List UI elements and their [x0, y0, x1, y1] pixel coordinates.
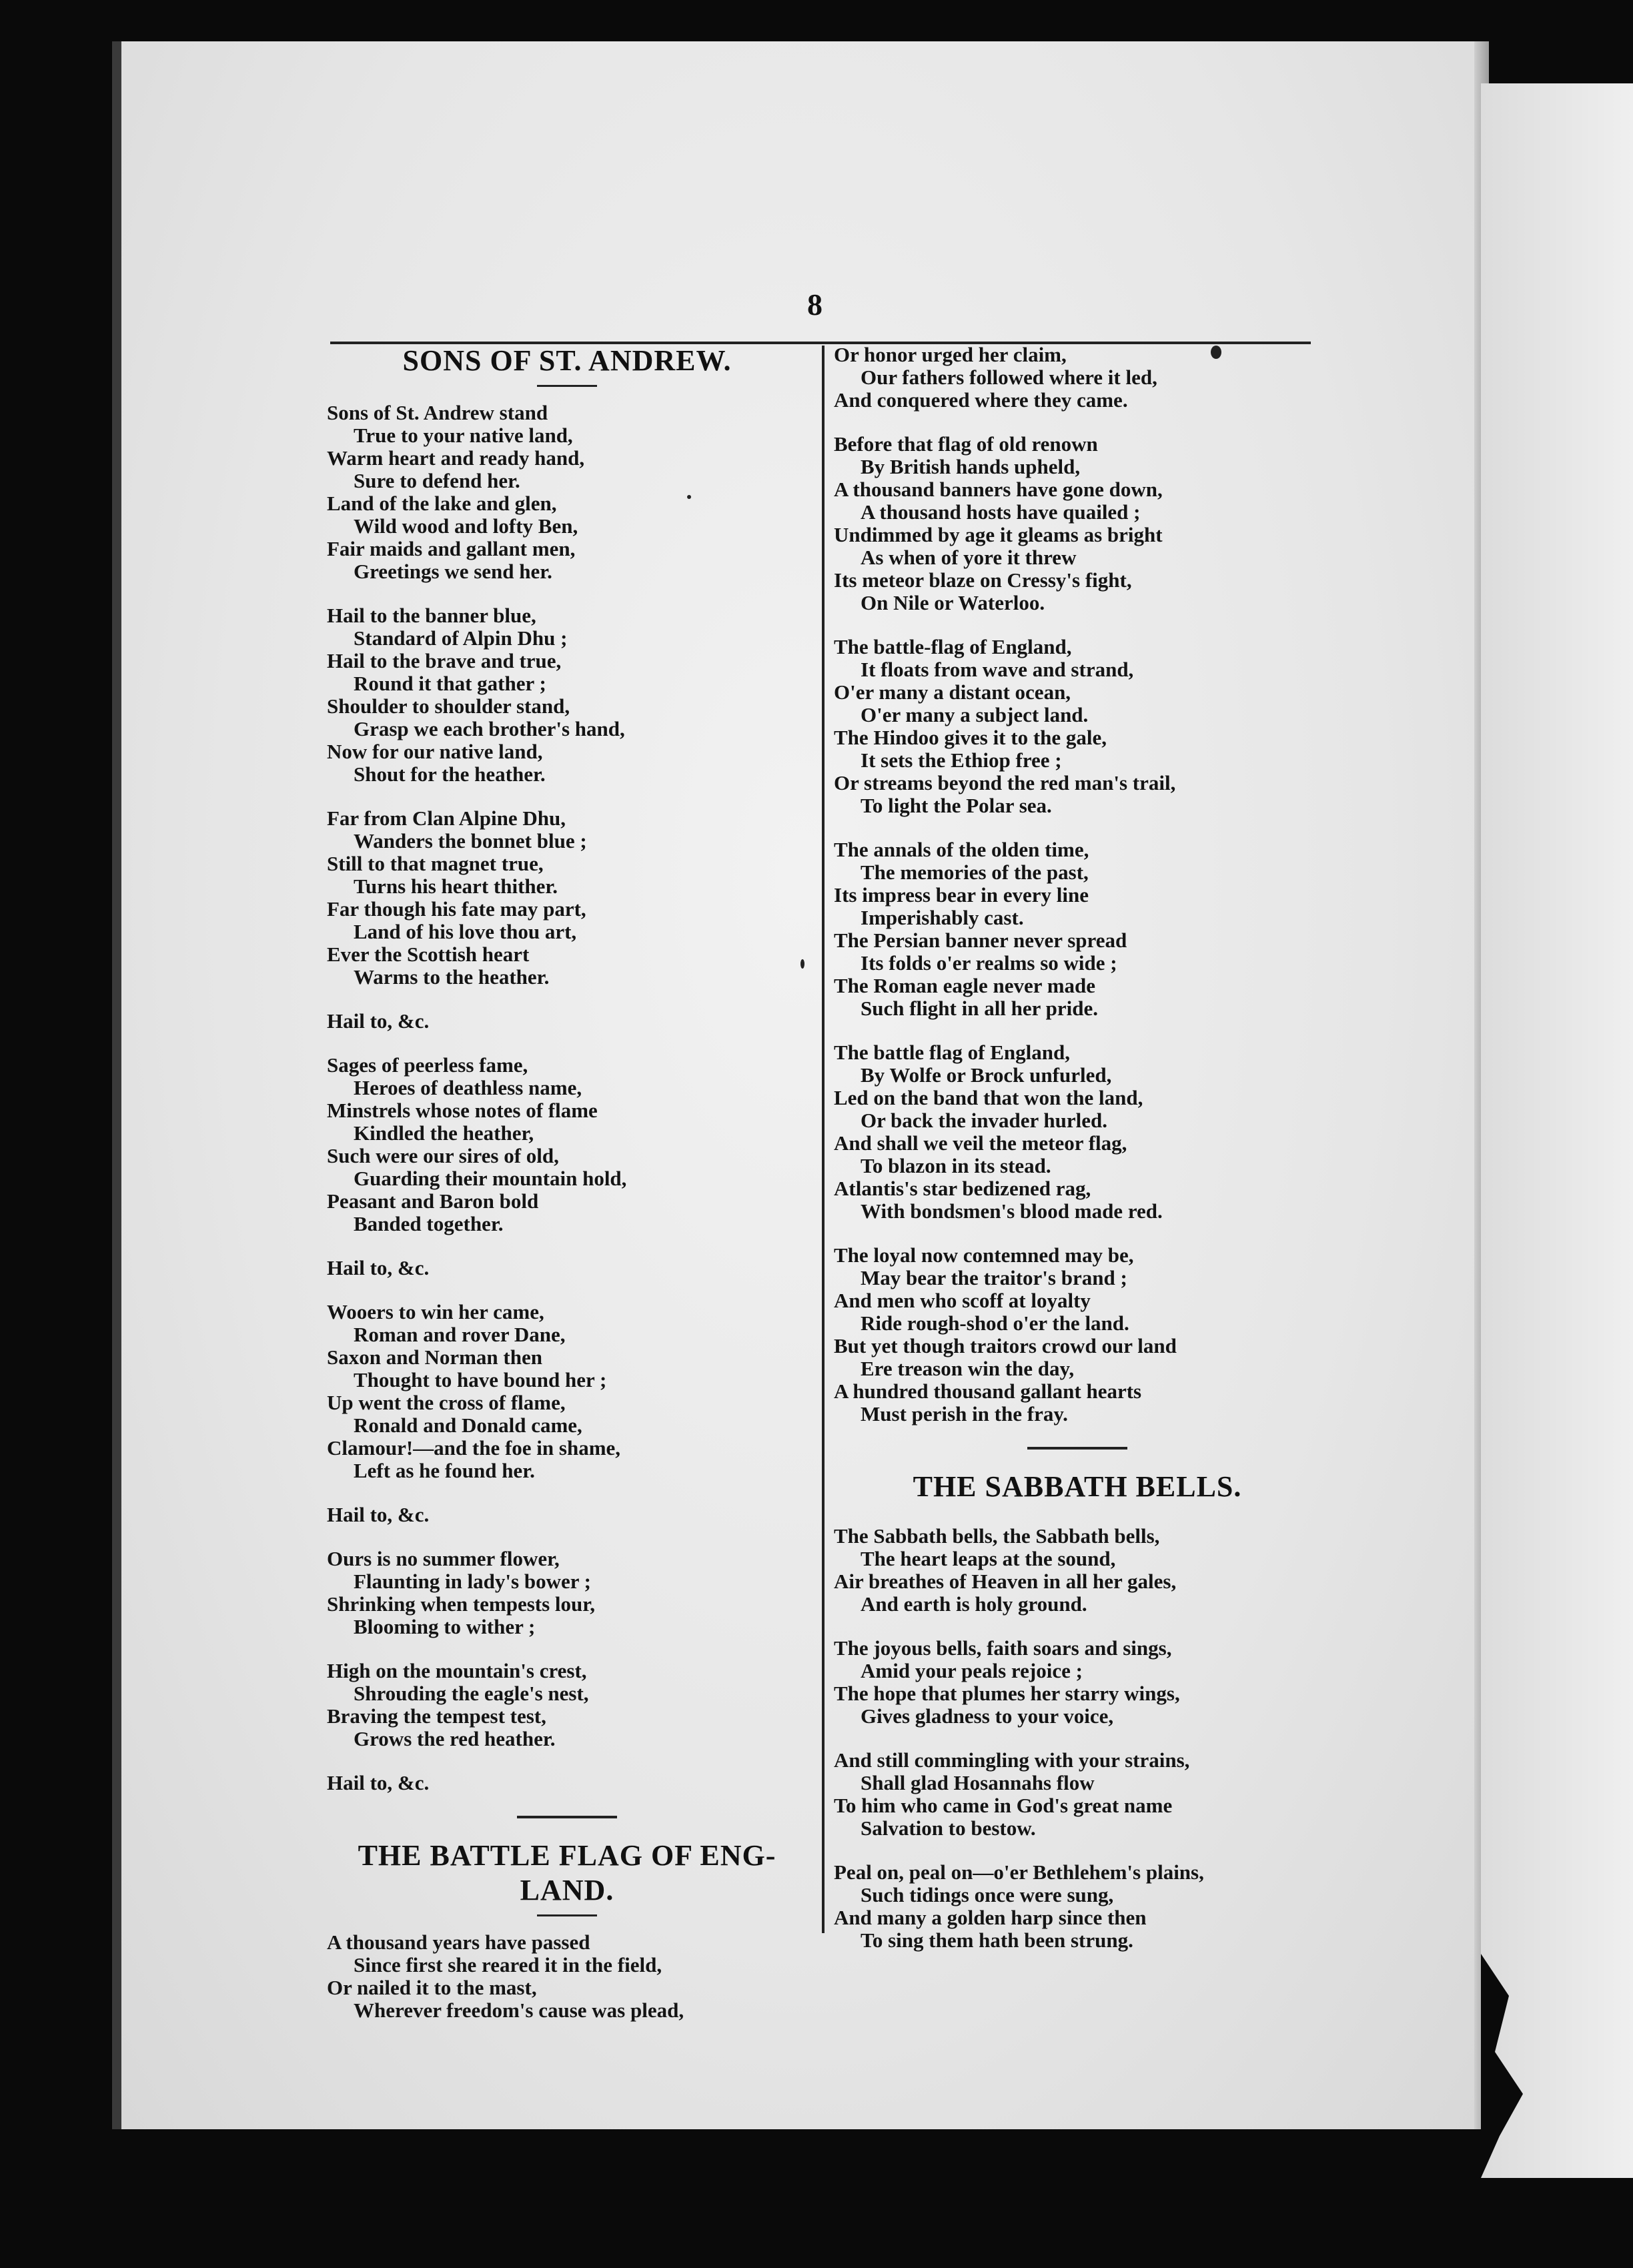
- verse-line: A thousand years have passed: [327, 1930, 590, 1954]
- stanza: [834, 1749, 1321, 1840]
- verse-line: Ride rough-shod o'er the land.: [861, 1311, 1129, 1335]
- verse-line: Sons of St. Andrew stand: [327, 401, 548, 424]
- verse-line: A thousand hosts have quailed ;: [861, 500, 1141, 524]
- stanza: [327, 1054, 807, 1235]
- verse-line: Up went the cross of flame,: [327, 1391, 566, 1414]
- verse-line: Such were our sires of old,: [327, 1144, 559, 1167]
- verse-line: Hail to the banner blue,: [327, 604, 536, 627]
- verse-line: The Sabbath bells, the Sabbath bells,: [834, 1524, 1160, 1548]
- song-body-battle-flag-continued: [834, 344, 1321, 1426]
- verse-line: Or nailed it to the mast,: [327, 1976, 537, 1999]
- verse-line: A hundred thousand gallant hearts: [834, 1379, 1142, 1403]
- stanza: [834, 1637, 1321, 1728]
- verse-line: Peal on, peal on—o'er Bethlehem's plains,: [834, 1860, 1204, 1884]
- verse-line: Undimmed by age it gleams as bright: [834, 523, 1163, 546]
- stanza: [834, 344, 1321, 412]
- verse-line: Land of the lake and glen,: [327, 492, 557, 515]
- verse-line: High on the mountain's crest,: [327, 1659, 587, 1682]
- verse-line: Peasant and Baron bold: [327, 1189, 539, 1213]
- verse-line: Sages of peerless fame,: [327, 1053, 528, 1077]
- verse-line: To him who came in God's great name: [834, 1794, 1173, 1817]
- verse-line: Kindled the heather,: [354, 1121, 534, 1145]
- verse-line: Shout for the heather.: [354, 762, 546, 786]
- verse-line: As when of yore it threw: [861, 546, 1077, 569]
- song-title-sabbath-bells: THE SABBATH BELLS.: [913, 1470, 1242, 1503]
- verse-line: The memories of the past,: [861, 861, 1089, 884]
- verse-line: Such flight in all her pride.: [861, 997, 1098, 1020]
- verse-line: By British hands upheld,: [861, 455, 1081, 478]
- verse-line: Land of his love thou art,: [354, 920, 577, 943]
- verse-line: A thousand banners have gone down,: [834, 478, 1163, 501]
- verse-line: Greetings we send her.: [354, 560, 552, 583]
- adjacent-page-edge: [1481, 83, 1633, 2178]
- page-number: 8: [807, 288, 823, 322]
- verse-line: Wanders the bonnet blue ;: [354, 829, 587, 853]
- verse-line: Blooming to wither ;: [354, 1615, 536, 1638]
- verse-line: Flaunting in lady's bower ;: [354, 1570, 592, 1593]
- stanza: [327, 1504, 807, 1526]
- song-title-sons-of-st-andrew: SONS OF ST. ANDREW.: [402, 344, 732, 377]
- ink-speck: [800, 959, 804, 969]
- verse-line: The annals of the olden time,: [834, 838, 1089, 861]
- verse-line: The Persian banner never spread: [834, 929, 1127, 952]
- stanza: [834, 1244, 1321, 1426]
- verse-line: Wooers to win her came,: [327, 1300, 544, 1323]
- verse-line: Far though his fate may part,: [327, 897, 586, 921]
- right-column: [834, 344, 1321, 1973]
- ink-speck: [687, 495, 691, 499]
- verse-line: O'er many a subject land.: [861, 703, 1089, 726]
- stanza: [834, 1041, 1321, 1223]
- verse-line: Atlantis's star bedizened rag,: [834, 1177, 1091, 1200]
- song-body-sons-of-st-andrew: [327, 402, 807, 1794]
- stanza: [327, 1257, 807, 1279]
- verse-line: On Nile or Waterloo.: [861, 591, 1045, 614]
- column-divider: [822, 346, 825, 1933]
- verse-line: Amid your peals rejoice ;: [861, 1659, 1083, 1682]
- verse-line: It floats from wave and strand,: [861, 658, 1134, 681]
- verse-line: And conquered where they came.: [834, 388, 1128, 412]
- verse-line: Minstrels whose notes of flame: [327, 1099, 598, 1122]
- song-body-sabbath-bells: [834, 1525, 1321, 1952]
- stanza: [834, 1525, 1321, 1616]
- section-rule: [517, 1816, 617, 1818]
- verse-line: And shall we veil the meteor flag,: [834, 1131, 1127, 1155]
- verse-line: Ronald and Donald came,: [354, 1413, 582, 1437]
- song-title-battle-flag-line1: THE BATTLE FLAG OF ENG-: [358, 1839, 776, 1872]
- verse-line: Hail to, &c.: [327, 1503, 430, 1526]
- verse-line: Fair maids and gallant men,: [327, 537, 576, 560]
- stanza: [327, 1548, 807, 1638]
- stanza: [327, 807, 807, 989]
- verse-line: Or streams beyond the red man's trail,: [834, 771, 1176, 794]
- verse-line: Now for our native land,: [327, 740, 543, 763]
- verse-line: And earth is holy ground.: [861, 1592, 1087, 1616]
- verse-line: Shrinking when tempests lour,: [327, 1592, 595, 1616]
- song-title-battle-flag-line2: LAND.: [520, 1874, 614, 1906]
- stanza: [834, 838, 1321, 1020]
- verse-line: Braving the tempest test,: [327, 1704, 546, 1728]
- verse-line: Air breathes of Heaven in all her gales,: [834, 1570, 1177, 1593]
- ink-speck: [1211, 346, 1221, 359]
- verse-line: The Hindoo gives it to the gale,: [834, 726, 1107, 749]
- verse-line: Ever the Scottish heart: [327, 943, 530, 966]
- verse-line: By Wolfe or Brock unfurled,: [861, 1063, 1112, 1087]
- verse-line: Gives gladness to your voice,: [861, 1704, 1114, 1728]
- verse-line: Heroes of deathless name,: [354, 1076, 582, 1099]
- verse-line: Banded together.: [354, 1212, 504, 1235]
- stanza: [327, 1010, 807, 1033]
- verse-line: Roman and rover Dane,: [354, 1323, 566, 1346]
- verse-line: Grows the red heather.: [354, 1727, 556, 1750]
- verse-line: The battle-flag of England,: [834, 635, 1072, 658]
- verse-line: Ours is no summer flower,: [327, 1547, 560, 1570]
- verse-line: The joyous bells, faith soars and sings,: [834, 1636, 1172, 1660]
- verse-line: Shoulder to shoulder stand,: [327, 694, 570, 718]
- verse-line: Clamour!—and the foe in shame,: [327, 1436, 621, 1460]
- verse-line: To light the Polar sea.: [861, 794, 1052, 817]
- left-column: [327, 344, 807, 2043]
- verse-line: The Roman eagle never made: [834, 974, 1096, 997]
- verse-line: Thought to have bound her ;: [354, 1368, 607, 1391]
- verse-line: The battle flag of England,: [834, 1041, 1070, 1064]
- verse-line: The heart leaps at the sound,: [861, 1547, 1116, 1570]
- stanza: [327, 604, 807, 786]
- verse-line: Round it that gather ;: [354, 672, 546, 695]
- verse-line: Its impress bear in every line: [834, 883, 1089, 907]
- verse-line: To sing them hath been strung.: [861, 1928, 1133, 1952]
- stanza: [834, 636, 1321, 817]
- verse-line: Standard of Alpin Dhu ;: [354, 626, 568, 650]
- verse-line: It sets the Ethiop free ;: [861, 748, 1062, 772]
- verse-line: Shall glad Hosannahs flow: [861, 1771, 1095, 1794]
- title-rule: [537, 385, 597, 387]
- torn-corner: [1481, 1898, 1574, 2178]
- verse-line: Our fathers followed where it led,: [861, 366, 1157, 389]
- verse-line: Salvation to bestow.: [861, 1816, 1036, 1840]
- verse-line: Such tidings once were sung,: [861, 1883, 1114, 1906]
- verse-line: Still to that magnet true,: [327, 852, 544, 875]
- verse-line: And still commingling with your strains,: [834, 1748, 1190, 1772]
- stanza: [327, 1301, 807, 1482]
- verse-line: Imperishably cast.: [861, 906, 1024, 929]
- verse-line: Warm heart and ready hand,: [327, 446, 585, 470]
- verse-line: Wherever freedom's cause was plead,: [354, 1999, 684, 2022]
- verse-line: Far from Clan Alpine Dhu,: [327, 806, 566, 830]
- verse-line: Turns his heart thither.: [354, 875, 558, 898]
- verse-line: The hope that plumes her starry wings,: [834, 1682, 1180, 1705]
- stanza: [327, 1660, 807, 1750]
- stanza: [327, 1772, 807, 1794]
- verse-line: Saxon and Norman then: [327, 1345, 542, 1369]
- verse-line: True to your native land,: [354, 424, 573, 447]
- verse-line: Hail to, &c.: [327, 1256, 430, 1279]
- verse-line: Hail to, &c.: [327, 1771, 430, 1794]
- stanza: [327, 1931, 807, 2022]
- title-rule: [537, 1914, 597, 1916]
- stanza: [834, 1861, 1321, 1952]
- verse-line: Or back the invader hurled.: [861, 1109, 1108, 1132]
- verse-line: Before that flag of old renown: [834, 432, 1098, 456]
- verse-line: With bondsmen's blood made red.: [861, 1199, 1163, 1223]
- stanza: [327, 402, 807, 583]
- verse-line: And many a golden harp since then: [834, 1906, 1147, 1929]
- verse-line: And men who scoff at loyalty: [834, 1289, 1091, 1312]
- song-body-battle-flag-start: [327, 1931, 807, 2022]
- verse-line: Hail to, &c.: [327, 1009, 430, 1033]
- verse-line: O'er many a distant ocean,: [834, 680, 1071, 704]
- verse-line: Shrouding the eagle's nest,: [354, 1682, 589, 1705]
- verse-line: To blazon in its stead.: [861, 1154, 1051, 1177]
- verse-line: Its folds o'er realms so wide ;: [861, 951, 1117, 975]
- verse-line: Hail to the brave and true,: [327, 649, 562, 672]
- verse-line: Sure to defend her.: [354, 469, 520, 492]
- verse-line: Led on the band that won the land,: [834, 1086, 1143, 1109]
- verse-line: Guarding their mountain hold,: [354, 1167, 627, 1190]
- verse-line: Ere treason win the day,: [861, 1357, 1075, 1380]
- verse-line: The loyal now contemned may be,: [834, 1243, 1134, 1267]
- verse-line: Since first she reared it in the field,: [354, 1953, 662, 1976]
- verse-line: Must perish in the fray.: [861, 1402, 1068, 1426]
- verse-line: But yet though traitors crowd our land: [834, 1334, 1177, 1357]
- verse-line: Left as he found her.: [354, 1459, 535, 1482]
- stanza: [834, 433, 1321, 614]
- verse-line: Warms to the heather.: [354, 965, 550, 989]
- title-rule: [1047, 1511, 1107, 1513]
- verse-line: May bear the traitor's brand ;: [861, 1266, 1127, 1289]
- verse-line: Grasp we each brother's hand,: [354, 717, 625, 740]
- section-rule: [1027, 1447, 1127, 1450]
- verse-line: Wild wood and lofty Ben,: [354, 514, 578, 538]
- verse-line: Or honor urged her claim,: [834, 343, 1067, 366]
- verse-line: Its meteor blaze on Cressy's fight,: [834, 568, 1132, 592]
